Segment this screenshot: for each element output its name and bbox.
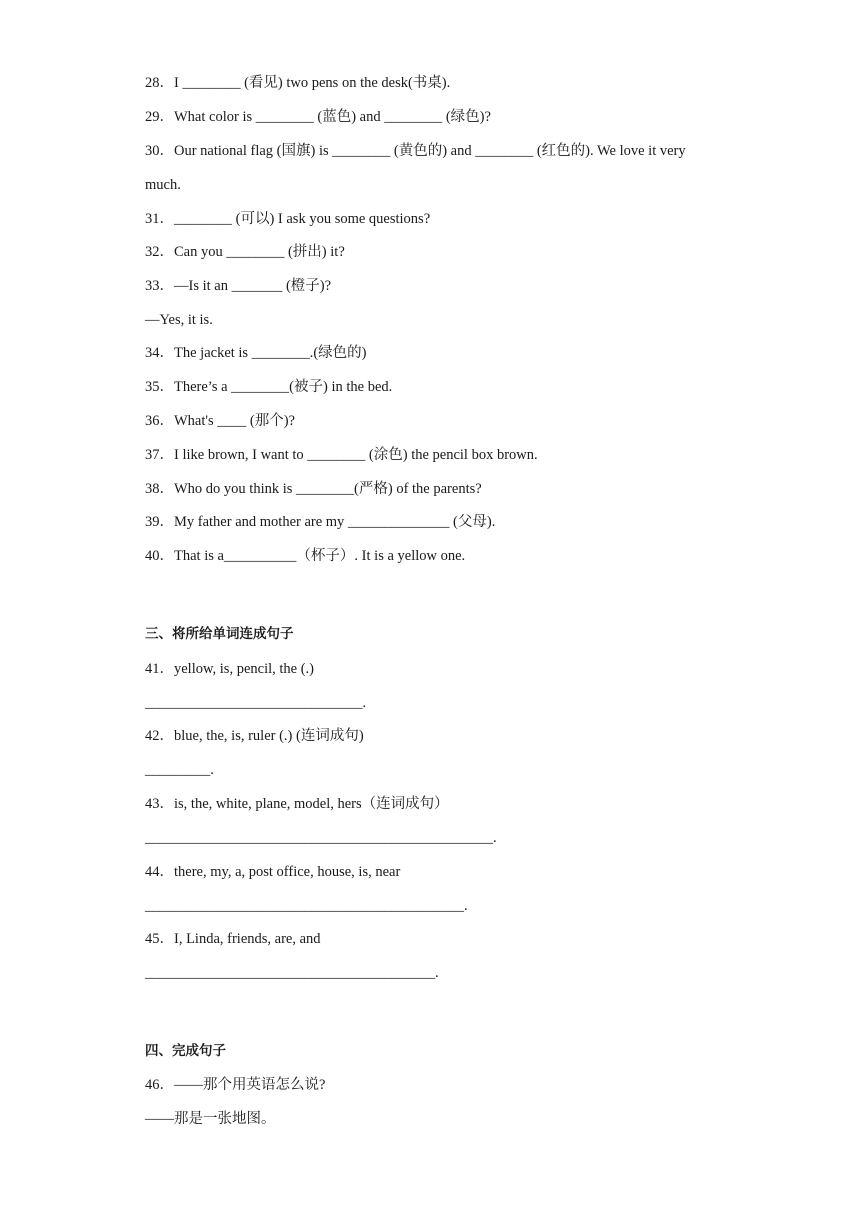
question-39: 39．My father and mother are my ______________ (父母). — [145, 514, 496, 530]
question-34: 34．The jacket is ________.(绿色的) — [145, 345, 367, 361]
question-37: 37．I like brown, I want to ________ (涂色) the pencil box brown. — [145, 447, 538, 463]
question-28: 28．I ________ (看见) two pens on the desk(书桌). — [145, 75, 451, 91]
question-30: 30．Our national flag (国旗) is ________ (黄色的) and ________ (红色的). We love it very — [145, 143, 686, 159]
question-40: 40．That is a__________（杯子）. It is a yellow one. — [145, 548, 466, 564]
question-43: 43．is, the, white, plane, model, hers（连词成句） — [145, 796, 449, 812]
question-45: 45．I, Linda, friends, are, and — [145, 931, 321, 947]
question-38: 38．Who do you think is ________(严格) of the parents? — [145, 481, 482, 497]
question-31: 31．________ (可以) I ask you some questions? — [145, 211, 431, 227]
question-33: 33．—Is it an _______ (橙子)? — [145, 278, 332, 294]
question-36: 36．What's ____ (那个)? — [145, 413, 295, 429]
answer-line-44: ____________________________________________. — [145, 898, 468, 914]
section-3-heading: 三、将所给单词连成句子 — [145, 626, 294, 642]
question-46-answer: ——那是一张地图。 — [145, 1111, 276, 1127]
answer-line-45: ________________________________________. — [145, 965, 439, 981]
answer-line-42: _________. — [145, 762, 214, 778]
question-46: 46．——那个用英语怎么说? — [145, 1077, 326, 1093]
question-32: 32．Can you ________ (拼出) it? — [145, 244, 345, 260]
question-33-answer: —Yes, it is. — [145, 312, 213, 328]
question-42: 42．blue, the, is, ruler (.) (连词成句) — [145, 728, 364, 744]
answer-line-43: ________________________________________________. — [145, 830, 497, 846]
section-4-heading: 四、完成句子 — [145, 1043, 226, 1059]
answer-line-41: ______________________________. — [145, 695, 367, 711]
question-30-continued: much. — [145, 177, 181, 193]
question-29: 29．What color is ________ (蓝色) and ________ (绿色)? — [145, 109, 491, 125]
question-44: 44．there, my, a, post office, house, is, near — [145, 864, 401, 880]
question-41: 41．yellow, is, pencil, the (.) — [145, 661, 314, 677]
question-35: 35．There’s a ________(被子) in the bed. — [145, 379, 393, 395]
